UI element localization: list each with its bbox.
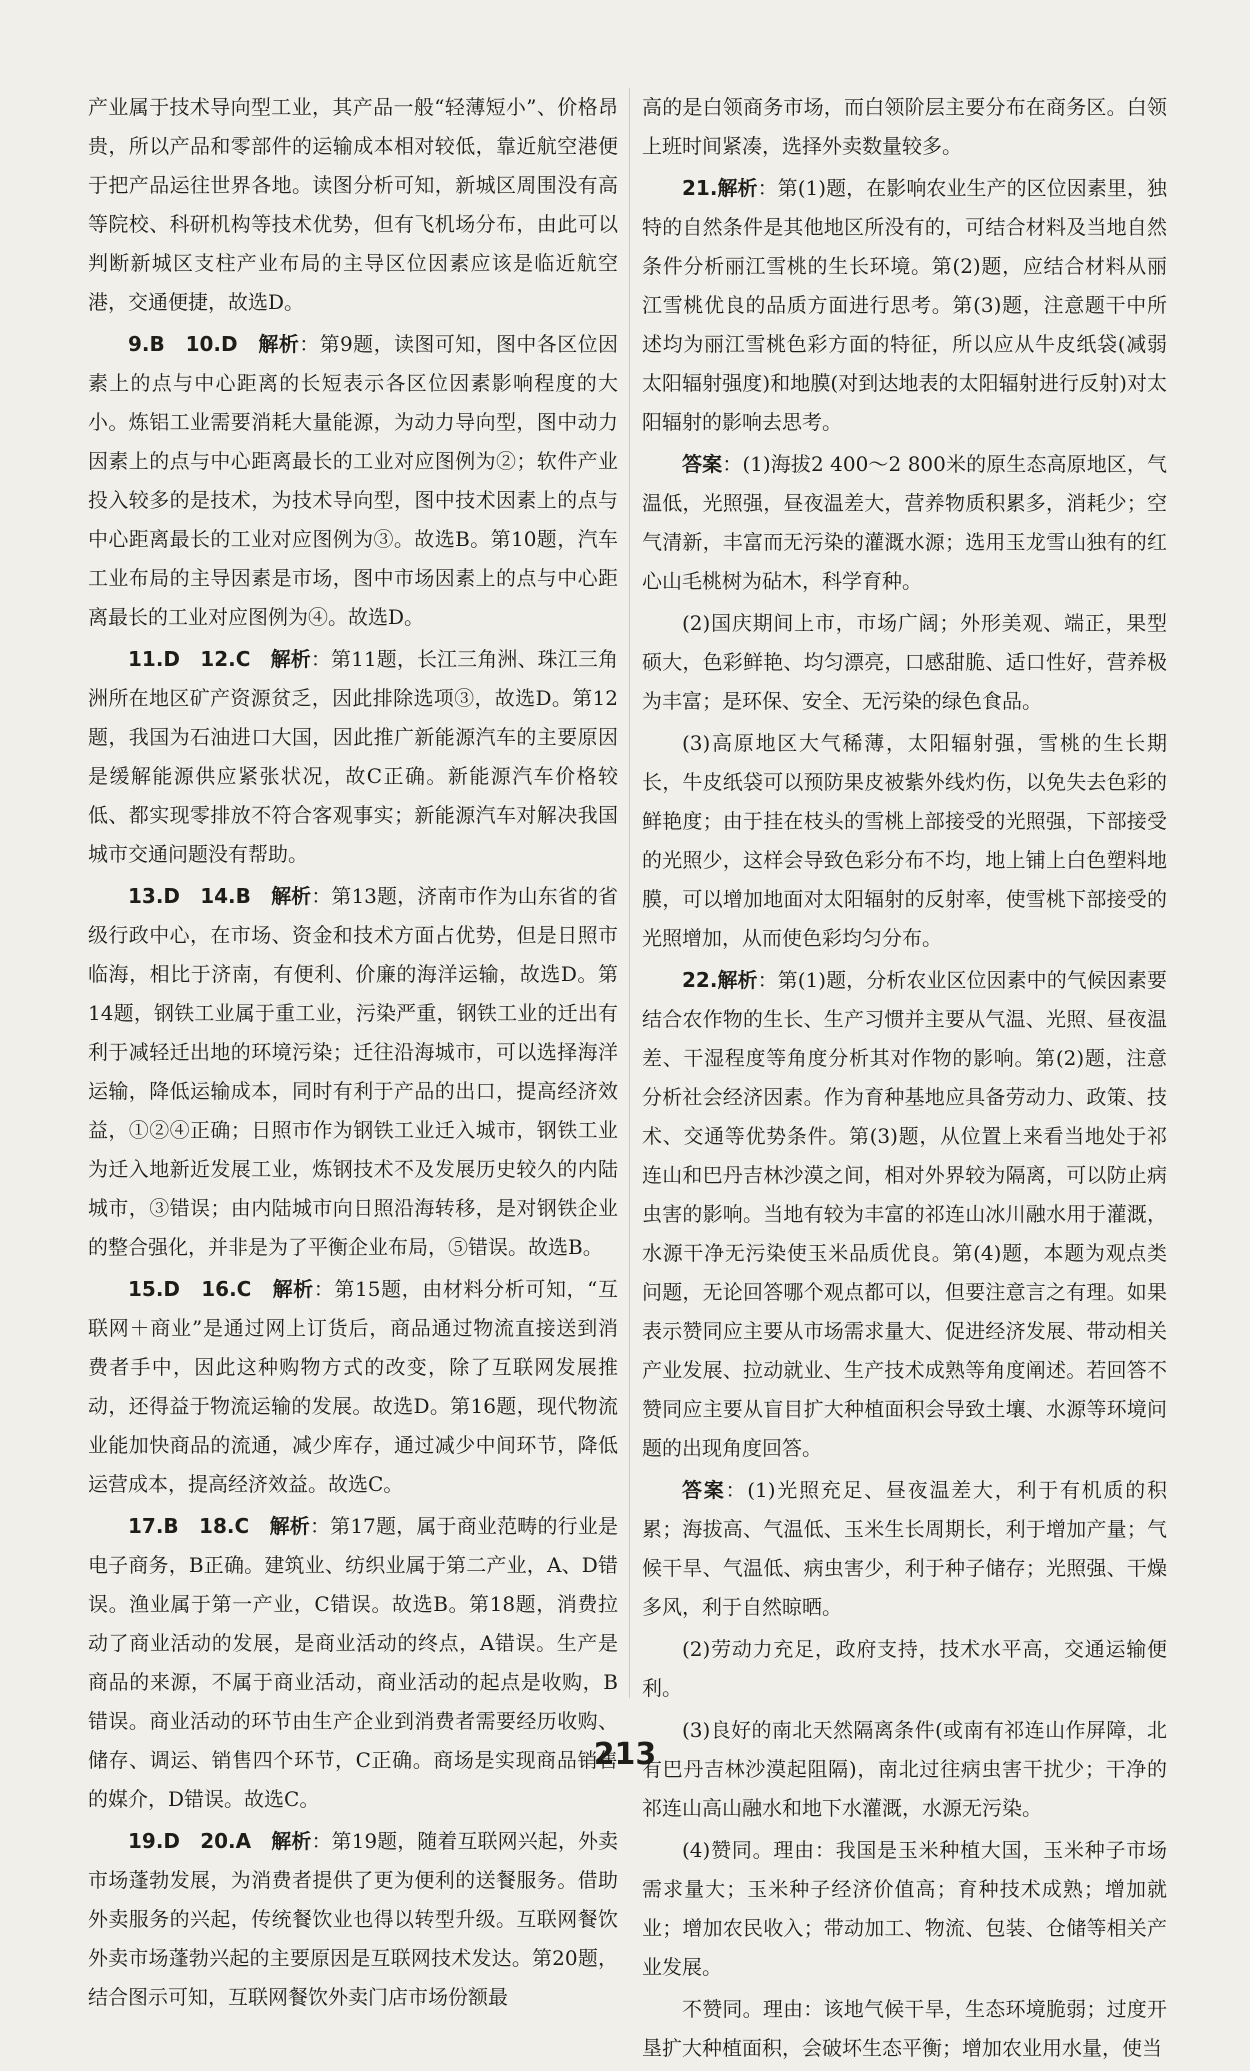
answer-13-14	[88, 877, 618, 1267]
page-number: 213	[593, 1737, 657, 1772]
question-number: 21.	[682, 176, 718, 200]
analysis-text: ：第9题，读图可知，图中各区位因素上的点与中心距离的长短表示各区位因素影响程度的大小。炼铝工业需要消耗大量能源，为动力导向型，图中动力因素上的点与中心距离最长的工业对应图例为②；软件产业投入较多的是技术，为技术导向型，图中技术因素上的点与中心距离最长的工业对应图例为③。故选B。第10题，汽车工业布局的主导因素是市场，图中市场因素上的点与中心距离最长的工业对应图例为④。故选D。	[88, 332, 619, 629]
right-column	[642, 88, 1167, 2071]
answer-key: 13.D 14.B	[128, 884, 251, 908]
question-number: 22.	[682, 968, 718, 992]
left-column	[88, 88, 618, 2020]
answer-15-16	[88, 1270, 618, 1504]
analysis-text: ：第17题，属于商业范畴的行业是电子商务，B正确。建筑业、纺织业属于第二产业，A、D错误。渔业属于第一产业，C错误。故选B。第18题，消费拉动了商业活动的发展，是商业活动的终点，A错误。生产是商品的来源，不属于商业活动，商业活动的起点是收购，B错误。商业活动的环节由生产企业到消费者需要经历收购、储存、调运、销售四个环节，C正确。商场是实现商品销售的媒介，D错误。故选C。	[88, 1514, 619, 1811]
answer-key: 17.B 18.C	[128, 1514, 250, 1538]
analysis-label: 解析	[717, 968, 758, 992]
answer-22-part3: (3)良好的南北天然隔离条件(或南有祁连山作屏障，北有巴丹吉林沙漠起阻隔)，南北过往病虫害干扰少；干净的祁连山高山融水和地下水灌溉，水源无污染。	[642, 1718, 1167, 1820]
answer-22-part2: (2)劳动力充足，政府支持，技术水平高，交通运输便利。	[642, 1637, 1167, 1700]
answer-text: ：(1)海拔2 400～2 800米的原生态高原地区，气温低，光照强，昼夜温差大，营养物质积累多，消耗少；空气清新，丰富而无污染的灌溉水源；选用玉龙雪山独有的红心山毛桃树为砧木，科学育种。	[642, 452, 1168, 593]
answer-21-part1	[642, 445, 1167, 601]
answer-22-part5: 不赞同。理由：该地气候干旱，生态环境脆弱；过度开垦扩大种植面积，会破坏生态平衡；增加农业用水量，使当	[642, 1997, 1167, 2060]
analysis-label: 解析	[258, 332, 300, 356]
analysis-text: ：第19题，随着互联网兴起，外卖市场蓬勃发展，为消费者提供了更为便利的送餐服务。借助外卖服务的兴起，传统餐饮业也得以转型升级。互联网餐饮外卖市场蓬勃兴起的主要原因是互联网技术发达。第20题，结合图示可知，互联网餐饮外卖门店市场份额最	[88, 1829, 619, 2009]
answer-9-10	[88, 325, 618, 637]
answer-19-20	[88, 1822, 618, 2017]
analysis-label: 解析	[271, 884, 312, 908]
analysis-label: 解析	[717, 176, 758, 200]
answer-21-part2: (2)国庆期间上市，市场广阔；外形美观、端正，果型硕大，色彩鲜艳、均匀漂亮，口感甜脆、适口性好，营养极为丰富；是环保、安全、无污染的绿色食品。	[642, 611, 1167, 713]
analysis-label: 解析	[271, 1829, 312, 1853]
column-divider	[629, 88, 630, 1698]
analysis-text: ：第11题，长江三角洲、珠江三角洲所在地区矿产资源贫乏，因此排除选项③，故选D。第12题，我国为石油进口大国，因此推广新能源汽车的主要原因是缓解能源供应紧张状况，故C正确。新能源汽车价格较低、都实现零排放不符合客观事实；新能源汽车对解决我国城市交通问题没有帮助。	[88, 647, 619, 866]
analysis-label: 解析	[270, 647, 311, 671]
analysis-label: 解析	[272, 1277, 314, 1301]
answer-17-18	[88, 1507, 618, 1819]
answer-text: ：(1)光照充足、昼夜温差大，利于有机质的积累；海拔高、气温低、玉米生长周期长，利于增加产量；气候干旱、气温低、病虫害少，利于种子储存；光照强、干燥多风，利于自然晾晒。	[642, 1478, 1167, 1619]
paragraph-continued-20: 高的是白领商务市场，而白领阶层主要分布在商务区。白领上班时间紧凑，选择外卖数量较多。	[642, 95, 1167, 158]
answer-22-part1	[642, 1471, 1167, 1627]
answer-key: 11.D 12.C	[128, 647, 251, 671]
answer-21-part3: (3)高原地区大气稀薄，太阳辐射强，雪桃的生长期长，牛皮纸袋可以预防果皮被紫外线灼伤，以免失去色彩的鲜艳度；由于挂在枝头的雪桃上部接受的光照强，下部接受的光照少，这样会导致色彩分布不均，地上铺上白色塑料地膜，可以增加地面对太阳辐射的反射率，使雪桃下部接受的光照增加，从而使色彩均匀分布。	[642, 731, 1167, 950]
analysis-21	[642, 169, 1167, 442]
paragraph-intro: 产业属于技术导向型工业，其产品一般“轻薄短小”、价格昂贵，所以产品和零部件的运输成本相对较低，靠近航空港便于把产品运往世界各地。读图分析可知，新城区周围没有高等院校、科研机构等技术优势，但有飞机场分布，由此可以判断新城区支柱产业布局的主导区位因素应该是临近航空港，交通便捷，故选D。	[88, 95, 618, 314]
answer-11-12	[88, 640, 618, 874]
answer-label: 答案	[682, 1478, 726, 1502]
analysis-text: ：第15题，由材料分析可知，“互联网＋商业”是通过网上订货后，商品通过物流直接送到消费者手中，因此这种购物方式的改变，除了互联网发展推动，还得益于物流运输的发展。故选D。第16题，现代物流业能加快商品的流通，减少库存，通过减少中间环节，降低运营成本，提高经济效益。故选C。	[88, 1277, 618, 1496]
analysis-text: ：第(1)题，在影响农业生产的区位因素里，独特的自然条件是其他地区所没有的，可结合材料及当地自然条件分析丽江雪桃的生长环境。第(2)题，应结合材料从丽江雪桃优良的品质方面进行思考。第(3)题，注意题干中所述均为丽江雪桃色彩方面的特征，所以应从牛皮纸袋(减弱太阳辐射强度)和地膜(对到达地表的太阳辐射进行反射)对太阳辐射的影响去思考。	[642, 176, 1167, 434]
answer-label: 答案	[682, 452, 723, 476]
analysis-text: ：第(1)题，分析农业区位因素中的气候因素要结合农作物的生长、生产习惯并主要从气温、光照、昼夜温差、干湿程度等角度分析其对作物的影响。第(2)题，注意分析社会经济因素。作为育种基地应具备劳动力、政策、技术、交通等优势条件。第(3)题，从位置上来看当地处于祁连山和巴丹吉林沙漠之间，相对外界较为隔离，可以防止病虫害的影响。当地有较为丰富的祁连山冰川融水用于灌溉，水源干净无污染使玉米品质优良。第(4)题，本题为观点类问题，无论回答哪个观点都可以，但要注意言之有理。如果表示赞同应主要从市场需求量大、促进经济发展、带动相关产业发展、拉动就业、生产技术成熟等角度阐述。若回答不赞同应主要从盲目扩大种植面积会导致土壤、水源等环境问题的出现角度回答。	[642, 968, 1167, 1460]
answer-22-part4: (4)赞同。理由：我国是玉米种植大国，玉米种子市场需求量大；玉米种子经济价值高；育种技术成熟；增加就业；增加农民收入；带动加工、物流、包装、仓储等相关产业发展。	[642, 1838, 1167, 1979]
analysis-22	[642, 961, 1167, 1468]
answer-key: 9.B 10.D	[128, 332, 238, 356]
answer-key: 15.D 16.C	[128, 1277, 252, 1301]
analysis-text: ：第13题，济南市作为山东省的省级行政中心，在市场、资金和技术方面占优势，但是日照市临海，相比于济南，有便利、价廉的海洋运输，故选D。第14题，钢铁工业属于重工业，污染严重，钢铁工业的迁出有利于减轻迁出地的环境污染；迁往沿海城市，可以选择海洋运输，降低运输成本，同时有利于产品的出口，提高经济效益，①②④正确；日照市作为钢铁工业迁入城市，钢铁工业为迁入地新近发展工业，炼钢技术不及发展历史较久的内陆城市，③错误；由内陆城市向日照沿海转移，是对钢铁企业的整合强化，并非是为了平衡企业布局，⑤错误。故选B。	[88, 884, 618, 1259]
analysis-label: 解析	[269, 1514, 310, 1538]
answer-key: 19.D 20.A	[128, 1829, 252, 1853]
